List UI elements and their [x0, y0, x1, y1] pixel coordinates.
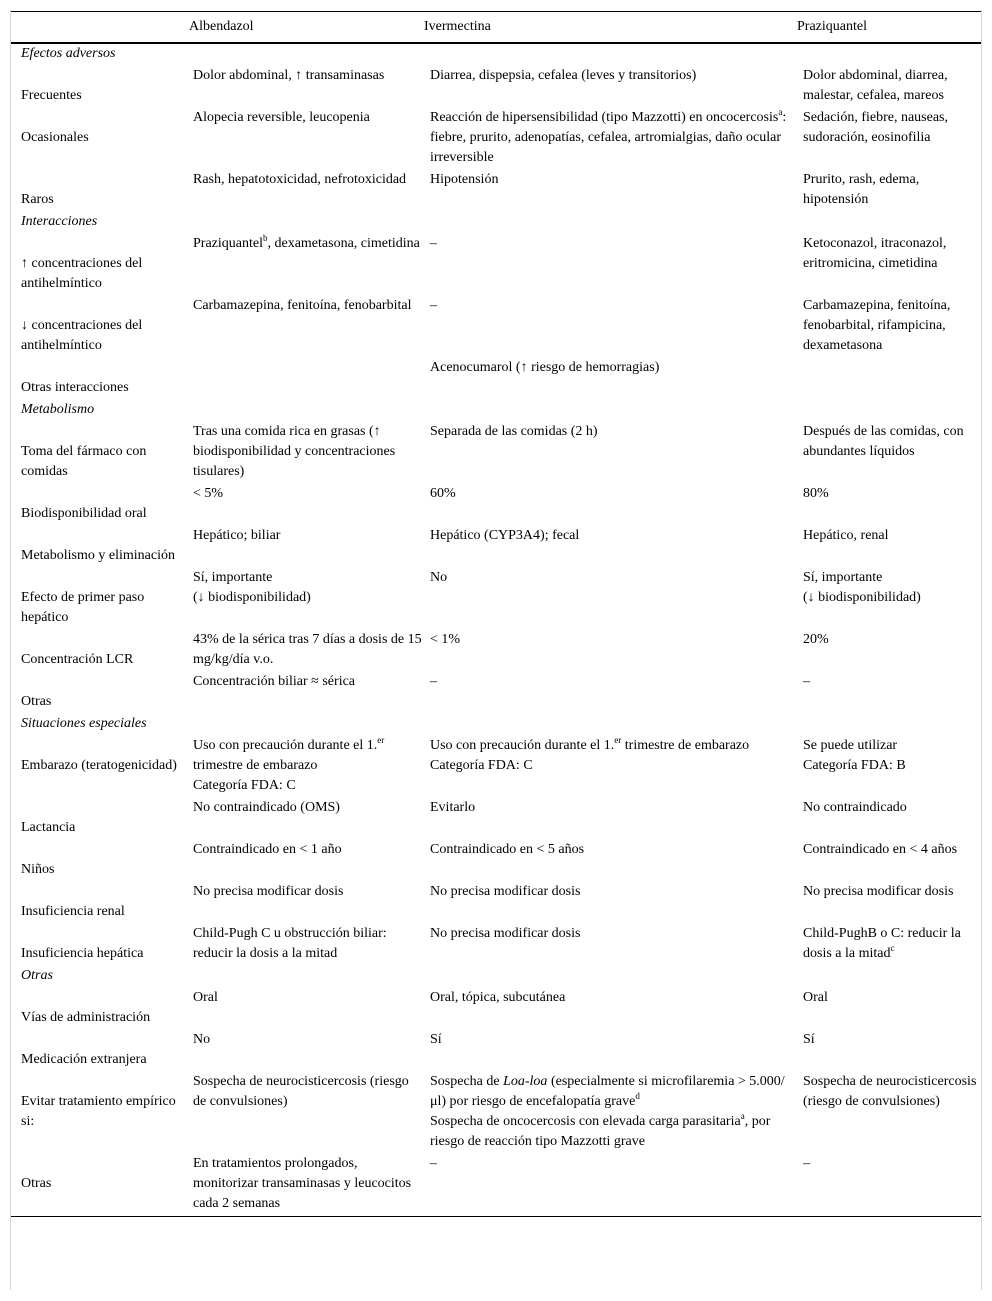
ivermectina-cell: Sospecha de Loa-loa (especialmente si microfilaremia > 5.000/μl) por riesgo de encefalopatía grave$^d$ Sospecha de oncocercosis con elevada carga parasitaria$^a$, por riesgo de reacción tipo Mazzotti grave — [430, 1074, 785, 1149]
row-label: Efecto de primer paso hepático — [21, 590, 145, 625]
section-row — [11, 400, 981, 422]
header-empty-cell — [11, 12, 189, 44]
praziquantel-cell: Sospecha de neurocisticercosis (riesgo de convulsiones) — [803, 1074, 977, 1109]
albendazol-cell: No precisa modificar dosis — [193, 884, 344, 899]
row-label: Biodisponibilidad oral — [21, 506, 147, 521]
section-title: Interacciones — [21, 214, 98, 229]
ivermectina-cell: Separada de las comidas (2 h) — [430, 424, 598, 439]
row-label: Niños — [21, 862, 55, 877]
ivermectina-cell: Diarrea, dispepsia, cefalea (leves y transitorios) — [430, 68, 697, 83]
row-label: Ocasionales — [21, 130, 89, 145]
row-label: Otras — [21, 1176, 52, 1191]
albendazol-cell: Alopecia reversible, leucopenia — [193, 110, 370, 125]
ivermectina-cell: Evitarlo — [430, 800, 476, 815]
albendazol-cell: Tras una comida rica en grasas (↑ biodisponibilidad y concentraciones tisulares) — [193, 424, 396, 479]
ivermectina-cell: – — [430, 674, 437, 689]
row-label: Lactancia — [21, 820, 76, 835]
table-row — [11, 170, 981, 212]
table-row — [11, 422, 981, 484]
table-header-row — [11, 12, 981, 44]
albendazol-cell: En tratamientos prolongados, monitorizar transaminasas y leucocitos cada 2 semanas — [193, 1156, 412, 1211]
ivermectina-cell: No precisa modificar dosis — [430, 926, 581, 941]
albendazol-cell: No — [193, 1032, 211, 1047]
table-body — [11, 43, 981, 1217]
ivermectina-cell: No precisa modificar dosis — [430, 884, 581, 899]
table-row — [11, 1154, 981, 1217]
row-label: Otras — [21, 694, 52, 709]
albendazol-cell — [189, 358, 424, 400]
praziquantel-cell: No contraindicado — [803, 800, 907, 815]
section-row — [11, 714, 981, 736]
row-label: ↓ concentraciones del antihelmíntico — [21, 318, 143, 353]
ivermectina-cell: Reacción de hipersensibilidad (tipo Mazzotti) en oncocercosis$^a$: fiebre, prurito, adenopatías, cefalea, artromialgias, daño ocular irreversible — [430, 107, 787, 165]
drug-comparison-table — [11, 11, 981, 1217]
praziquantel-cell: 20% — [803, 632, 829, 647]
albendazol-cell: Child-Pugh C u obstrucción biliar: reducir la dosis a la mitad — [193, 926, 387, 961]
table-row — [11, 882, 981, 924]
row-label: Otras interacciones — [21, 380, 129, 395]
albendazol-cell: Sí, importante (↓ biodisponibilidad) — [193, 570, 311, 605]
row-label: Embarazo (teratogenicidad) — [21, 758, 177, 773]
row-label: Toma del fármaco con comidas — [21, 444, 147, 479]
ivermectina-cell: – — [430, 1156, 437, 1171]
ivermectina-cell: Oral, tópica, subcutánea — [430, 990, 566, 1005]
section-title: Situaciones especiales — [21, 716, 147, 731]
table-row — [11, 108, 981, 170]
row-label: Medicación extranjera — [21, 1052, 147, 1067]
praziquantel-cell: Después de las comidas, con abundantes líquidos — [803, 424, 964, 459]
table-row — [11, 296, 981, 358]
table-row — [11, 924, 981, 966]
praziquantel-cell — [797, 358, 981, 400]
ivermectina-cell: No — [430, 570, 448, 585]
table-row — [11, 798, 981, 840]
table-row — [11, 568, 981, 630]
section-row — [11, 212, 981, 234]
praziquantel-cell: – — [803, 674, 810, 689]
table-row — [11, 1072, 981, 1154]
praziquantel-cell: Sedación, fiebre, nauseas, sudoración, eosinofilia — [803, 110, 948, 145]
table-row — [11, 1030, 981, 1072]
praziquantel-cell: No precisa modificar dosis — [803, 884, 954, 899]
praziquantel-cell: Ketoconazol, itraconazol, eritromicina, cimetidina — [803, 236, 947, 271]
praziquantel-cell: Carbamazepina, fenitoína, fenobarbital, rifampicina, dexametasona — [803, 298, 951, 353]
albendazol-cell: 43% de la sérica tras 7 días a dosis de 15 mg/kg/día v.o. — [193, 632, 422, 667]
praziquantel-cell: Hepático, renal — [803, 528, 889, 543]
table-row — [11, 630, 981, 672]
ivermectina-cell: – — [430, 298, 437, 313]
albendazol-cell: Dolor abdominal, ↑ transaminasas — [193, 68, 385, 83]
albendazol-cell: Rash, hepatotoxicidad, nefrotoxicidad — [193, 172, 407, 187]
albendazol-cell: Concentración biliar ≈ sérica — [193, 674, 356, 689]
header-praziquantel: Praziquantel — [797, 19, 867, 34]
praziquantel-cell: Dolor abdominal, diarrea, malestar, cefalea, mareos — [803, 68, 948, 103]
albendazol-cell: Uso con precaución durante el 1.$^{er}$ trimestre de embarazo Categoría FDA: C — [193, 735, 385, 793]
praziquantel-cell: Contraindicado en < 4 años — [803, 842, 958, 857]
ivermectina-cell: Sí — [430, 1032, 442, 1047]
ivermectina-cell: Contraindicado en < 5 años — [430, 842, 585, 857]
table-row — [11, 358, 981, 400]
ivermectina-cell: – — [430, 236, 437, 251]
row-label: Raros — [21, 192, 54, 207]
row-label: Vías de administración — [21, 1010, 151, 1025]
praziquantel-cell: Sí — [803, 1032, 815, 1047]
table-row — [11, 672, 981, 714]
row-label: Frecuentes — [21, 88, 82, 103]
table-row — [11, 988, 981, 1030]
row-label: Insuficiencia hepática — [21, 946, 144, 961]
row-label: ↑ concentraciones del antihelmíntico — [21, 256, 143, 291]
albendazol-cell: Praziquantel$^b$, dexametasona, cimetidina — [193, 233, 420, 251]
table-row — [11, 66, 981, 108]
albendazol-cell: < 5% — [193, 486, 224, 501]
albendazol-cell: Carbamazepina, fenitoína, fenobarbital — [193, 298, 412, 313]
praziquantel-cell: Oral — [803, 990, 828, 1005]
table-row — [11, 840, 981, 882]
section-title: Metabolismo — [21, 402, 95, 417]
section-row — [11, 966, 981, 988]
ivermectina-cell: Hipotensión — [430, 172, 499, 187]
header-albendazol: Albendazol — [189, 19, 254, 34]
row-label: Metabolismo y eliminación — [21, 548, 175, 563]
section-row — [11, 43, 981, 66]
table-row — [11, 484, 981, 526]
ivermectina-cell: Uso con precaución durante el 1.$^{er}$ trimestre de embarazo Categoría FDA: C — [430, 735, 750, 773]
table-row — [11, 526, 981, 568]
praziquantel-cell: – — [803, 1156, 810, 1171]
albendazol-cell: No contraindicado (OMS) — [193, 800, 340, 815]
table-row — [11, 736, 981, 798]
section-title: Otras — [21, 968, 53, 983]
praziquantel-cell: Prurito, rash, edema, hipotensión — [803, 172, 920, 207]
ivermectina-cell: < 1% — [430, 632, 461, 647]
praziquantel-cell: Sí, importante (↓ biodisponibilidad) — [803, 570, 921, 605]
table-row — [11, 234, 981, 296]
row-label: Insuficiencia renal — [21, 904, 125, 919]
header-ivermectina: Ivermectina — [424, 19, 491, 34]
ivermectina-cell: 60% — [430, 486, 456, 501]
albendazol-cell: Oral — [193, 990, 218, 1005]
row-label: Concentración LCR — [21, 652, 134, 667]
praziquantel-cell: Se puede utilizar Categoría FDA: B — [803, 738, 906, 773]
row-label: Evitar tratamiento empírico si: — [21, 1094, 176, 1129]
section-title: Efectos adversos — [21, 46, 116, 61]
albendazol-cell: Hepático; biliar — [193, 528, 281, 543]
praziquantel-cell: 80% — [803, 486, 829, 501]
ivermectina-cell: Hepático (CYP3A4); fecal — [430, 528, 580, 543]
albendazol-cell: Contraindicado en < 1 año — [193, 842, 342, 857]
ivermectina-cell: Acenocumarol (↑ riesgo de hemorragias) — [430, 360, 660, 375]
albendazol-cell: Sospecha de neurocisticercosis (riesgo de convulsiones) — [193, 1074, 409, 1109]
praziquantel-cell: Child-PughB o C: reducir la dosis a la mitad$^c$ — [803, 926, 961, 961]
